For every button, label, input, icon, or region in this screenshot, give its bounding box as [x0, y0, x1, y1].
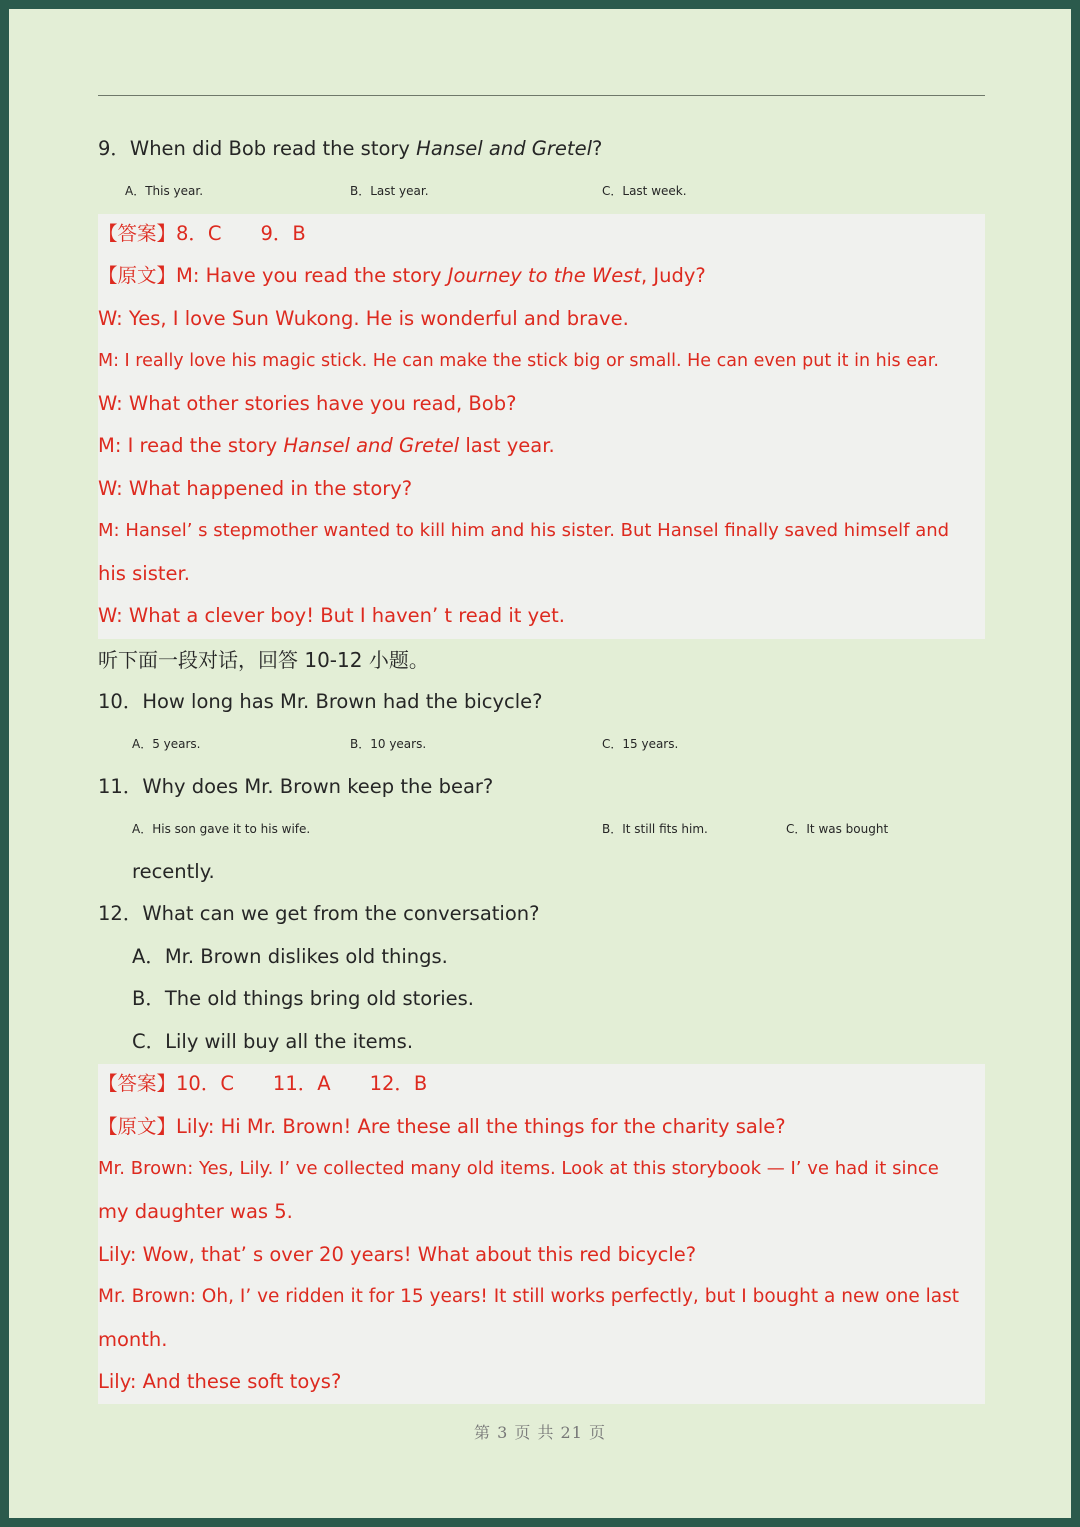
question-11-options — [98, 809, 985, 849]
transcript-2-line-1: 【原文】Lily: Hi Mr. Brown! Are these all the things for the charity sale? — [98, 1115, 786, 1138]
q11-option-c: C．It was bought — [786, 822, 889, 836]
q10-option-b: B．10 years. — [350, 737, 427, 751]
transcript-1-line-9: W: What a clever boy! But I haven’ t read it yet. — [98, 604, 565, 627]
answer-key-2: 【答案】10．C 11．A 12．B — [98, 1072, 428, 1095]
q10-option-c: C．15 years. — [602, 737, 679, 751]
transcript-2-line-4: Lily: Wow, that’ s over 20 years! What about this red bicycle? — [98, 1243, 697, 1266]
transcript-2-line-2: Mr. Brown: Yes, Lily. I’ ve collected many old items. Look at this storybook — I’ ve had it since — [98, 1158, 939, 1179]
page-footer: 第 3 页 共 21 页 — [474, 1423, 606, 1442]
transcript-1-line-4: W: What other stories have you read, Bob? — [98, 392, 517, 415]
section-heading: 听下面一段对话，回答 10-12 小题。 — [98, 648, 429, 672]
question-12-stem: 12．What can we get from the conversation? — [98, 902, 540, 925]
q9-option-c: C．Last week. — [602, 184, 687, 198]
question-10-options — [98, 724, 985, 764]
transcript-2-line-5: Mr. Brown: Oh, I’ ve ridden it for 15 years! It still works perfectly, but I bought a new one last — [98, 1286, 960, 1307]
q12-option-c: C．Lily will buy all the items. — [132, 1030, 414, 1053]
q12-option-a: A．Mr. Brown dislikes old things. — [132, 945, 448, 968]
answer-key-1: 【答案】8．C 9．B — [98, 222, 306, 245]
q11-option-a: A．His son gave it to his wife. — [132, 822, 311, 836]
q11-option-c-continued: recently. — [132, 860, 215, 883]
q12-option-b: B．The old things bring old stories. — [132, 987, 474, 1010]
header-rule — [98, 95, 985, 96]
transcript-1-line-2: W: Yes, I love Sun Wukong. He is wonderful and brave. — [98, 307, 629, 330]
q9-option-b: B．Last year. — [350, 184, 429, 198]
question-9-options — [98, 171, 985, 211]
question-9-stem: 9．When did Bob read the story Hansel and Gretel? — [98, 137, 603, 160]
transcript-1-line-7: M: Hansel’ s stepmother wanted to kill him and his sister. But Hansel finally saved himself and — [98, 520, 950, 541]
q9-option-a: A．This year. — [125, 184, 204, 198]
transcript-1-line-8: his sister. — [98, 562, 190, 585]
transcript-1-line-1: 【原文】M: Have you read the story Journey to the West, Judy? — [98, 264, 706, 287]
transcript-2-line-6: month. — [98, 1328, 168, 1351]
question-10-stem: 10．How long has Mr. Brown had the bicycle? — [98, 690, 543, 713]
transcript-2-line-3: my daughter was 5. — [98, 1200, 293, 1223]
transcript-1-line-3: M: I really love his magic stick. He can make the stick big or small. He can even put it in his ear. — [98, 351, 939, 371]
question-11-stem: 11．Why does Mr. Brown keep the bear? — [98, 775, 494, 798]
transcript-2-line-7: Lily: And these soft toys? — [98, 1370, 342, 1393]
transcript-1-line-6: W: What happened in the story? — [98, 477, 413, 500]
q10-option-a: A．5 years. — [132, 737, 201, 751]
transcript-1-line-5: M: I read the story Hansel and Gretel last year. — [98, 434, 555, 457]
q11-option-b: B．It still fits him. — [602, 822, 708, 836]
